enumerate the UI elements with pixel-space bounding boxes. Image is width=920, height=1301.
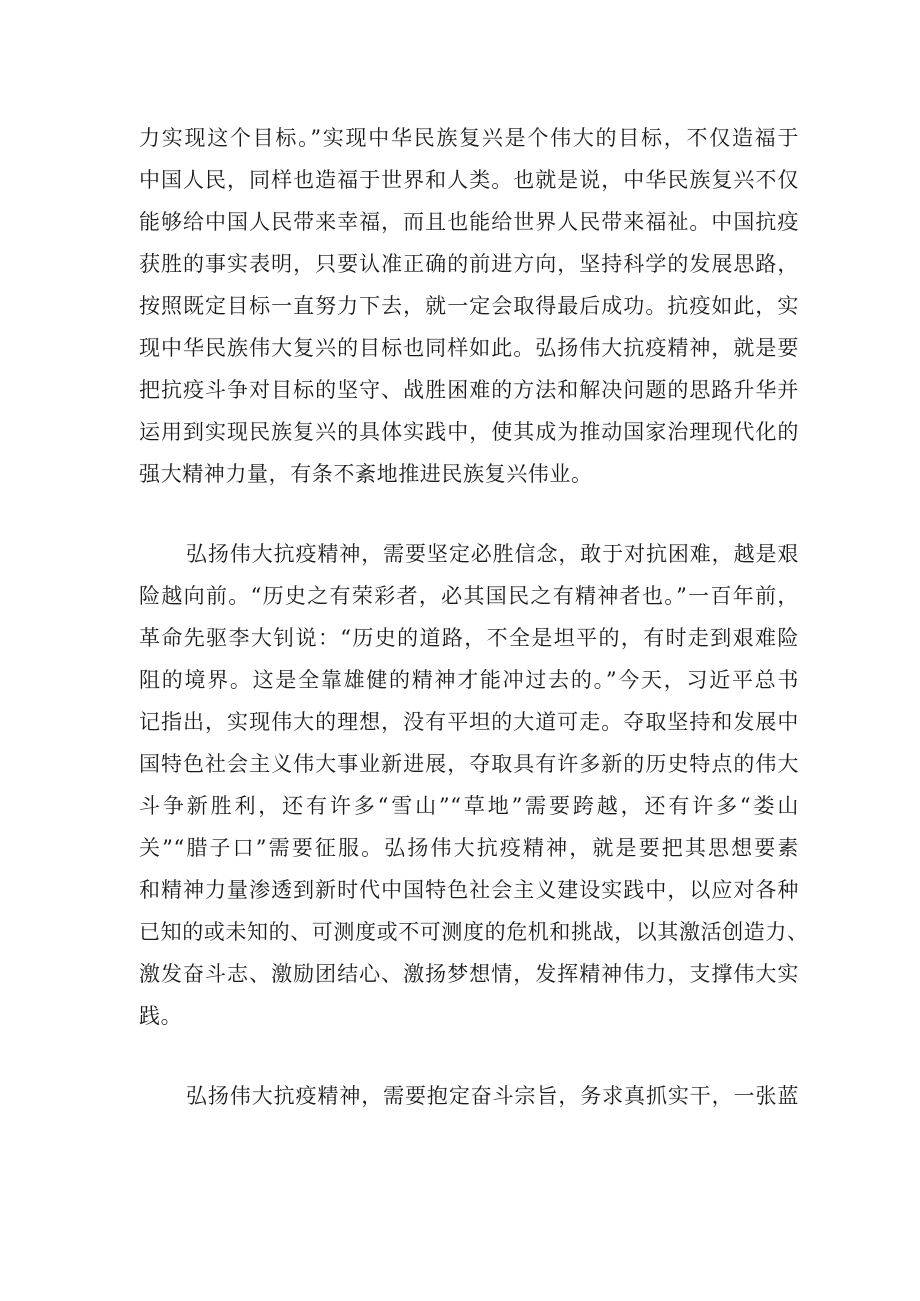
text-line: 获胜的事实表明，只要认准正确的前进方向，坚持科学的发展思路， [139, 252, 799, 276]
text-line: 已知的或未知的、可测度或不可测度的危机和挑战，以其激活创造力、 [139, 920, 809, 944]
text-line: 革命先驱李大钊说：“历史的道路，不全是坦平的，有时走到艰难险 [139, 626, 799, 650]
text-line: 国特色社会主义伟大事业新进展，夺取具有许多新的历史特点的伟大 [139, 752, 799, 776]
text-line: 践。 [139, 1004, 183, 1028]
text-line: 激发奋斗志、激励团结心、激扬梦想情，发挥精神伟力，支撑伟大实 [139, 962, 799, 986]
text-line: 险越向前。“历史之有荣彩者，必其国民之有精神者也。”一百年前， [139, 584, 799, 608]
text-line: 能够给中国人民带来幸福，而且也能给世界人民带来福祉。中国抗疫 [139, 210, 799, 234]
text-line: 斗争新胜利，还有许多“雪山”“草地”需要跨越，还有许多“娄山 [139, 794, 799, 818]
text-line: 中国人民，同样也造福于世界和人类。也就是说，中华民族复兴不仅 [139, 168, 799, 192]
text-line: 现中华民族伟大复兴的目标也同样如此。弘扬伟大抗疫精神，就是要 [139, 336, 799, 360]
text-line: 强大精神力量，有条不紊地推进民族复兴伟业。 [139, 462, 593, 486]
text-line: 运用到实现民族复兴的具体实践中，使其成为推动国家治理现代化的 [139, 420, 799, 444]
text-line: 弘扬伟大抗疫精神，需要抱定奋斗宗旨，务求真抓实干，一张蓝 [186, 1084, 799, 1108]
text-line: 力实现这个目标。”实现中华民族复兴是个伟大的目标，不仅造福于 [139, 126, 799, 150]
text-line: 按照既定目标一直努力下去，就一定会取得最后成功。抗疫如此，实 [139, 294, 799, 318]
text-line: 阻的境界。这是全靠雄健的精神才能冲过去的。”今天，习近平总书 [139, 668, 799, 692]
text-line: 弘扬伟大抗疫精神，需要坚定必胜信念，敢于对抗困难，越是艰 [186, 542, 799, 566]
text-line: 把抗疫斗争对目标的坚守、战胜困难的方法和解决问题的思路升华并 [139, 378, 799, 402]
text-line: 关”“腊子口”需要征服。弘扬伟大抗疫精神，就是要把其思想要素 [139, 836, 799, 860]
text-line: 记指出，实现伟大的理想，没有平坦的大道可走。夺取坚持和发展中 [139, 710, 799, 734]
text-line: 和精神力量渗透到新时代中国特色社会主义建设实践中，以应对各种 [139, 878, 799, 902]
